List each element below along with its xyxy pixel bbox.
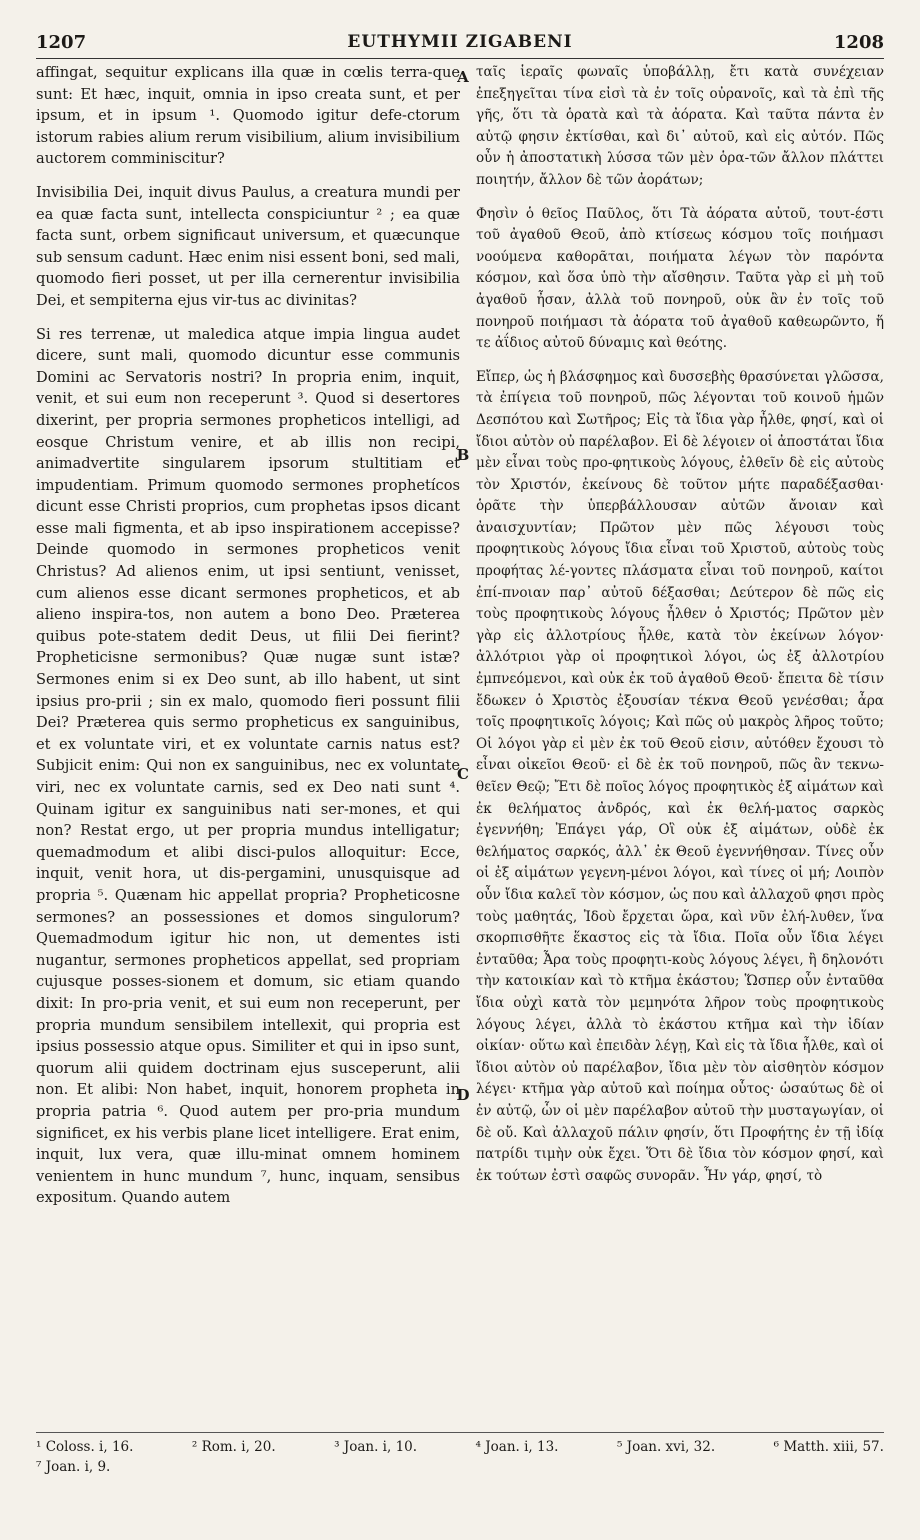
greek-paragraph: Εἴπερ, ὡς ἡ βλάσφημος καὶ δυσσεβὴς θρασύνεται γλῶσσα, τὰ ἐπίγεια τοῦ πονηροῦ, πῶς λέγονται τοῦ κοινοῦ ἡμῶν Δεσπότου καὶ Σωτῆρος; Εἰς τὰ ἴδια γὰρ ἦλθε, φησί, καὶ οἱ ἴδιοι αὐτὸν οὐ παρέλαβον. Εἰ δὲ λέγοιεν οἱ ἀποστάται ἴδια μὲν εἶναι τοὺς προ-φητικοὺς λόγους, ἐλθεῖν δὲ εἰς αὐτοὺς τὸν Χριστόν, ἐκείνους δὲ τοῦτον μήτε παραδέξασθαι· ὁρᾶτε τὴν ὑπερβάλλουσαν αὐτῶν ἄνοιαν καὶ ἀναισχυντίαν; Πρῶτον μὲν πῶς λέγουσι τοὺς προφητικοὺς λόγους ἴδια εἶναι τοῦ Χριστοῦ, αὐτοὺς τοὺς προφήτας λέ-γοντες πλάσματα εἶναι τοῦ πονηροῦ, καίτοι ἐπί-πνοιαν παρ᾽ αὐτοῦ δέξασθαι; Δεύτερον δὲ πῶς εἰς τοὺς προφητικοὺς λόγους ἦλθεν ὁ Χριστός; Πρῶτον μὲν γὰρ εἰς ἀλλοτρίους ἦλθε, κατὰ τὸν ἐκείνων λόγον· ἀλλότριοι γὰρ οἱ προφητικοὶ λόγοι, ὡς ἐξ ἀλλοτρίου ἐμπνεόμενοι, καὶ οὐκ ἐκ τοῦ ἀγαθοῦ Θεοῦ· ἔπειτα δὲ τίσιν ἔδωκεν ὁ Χριστὸς ἐξουσίαν τέκνα Θεοῦ γενέσθαι; ἆρα τοῖς προφητικοῖς λόγοις; Καὶ πῶς οὐ μακρὸς λῆρος τοῦτο; Οἱ λόγοι γὰρ εἰ μὲν ἐκ τοῦ Θεοῦ εἰσιν, αὐτόθεν ἔχουσι τὸ εἶναι οἰκεῖοι Θεοῦ· εἰ δὲ ἐκ τοῦ πονηροῦ, πῶς ἂν τεκνω-θεῖεν Θεῷ; Ἔτι δὲ ποῖος λόγος προφητικὸς ἐξ αἱμάτων καὶ ἐκ θελήματος ἀνδρός, καὶ ἐκ θελή-ματος σαρκὸς ἐγεννήθη; Ἐπάγει γάρ, Οἳ οὐκ ἐξ αἱμάτων, οὐδὲ ἐκ θελήματος σαρκός, ἀλλ᾽ ἐκ Θεοῦ ἐγεννήθησαν. Τίνες οὖν οἱ ἐξ αἱμάτων γεγενη-μένοι λόγοι, καὶ τίνες οἱ μή; Λοιπὸν οὖν ἴδια καλεῖ τὸν κόσμον, ὡς που καὶ ἀλλαχοῦ φησι πρὸς τοὺς μαθητάς, Ἰδοὺ ἔρχεται ὥρα, καὶ νῦν ἐλή-λυθεν, ἵνα σκορπισθῆτε ἕκαστος εἰς τὰ ἴδια. Ποῖα οὖν ἴδια λέγει ἐνταῦθα; Ἆρα τοὺς προφητι-κοὺς λόγους λέγει, ἢ δηλονότι τὴν κατοικίαν καὶ τὸ κτῆμα ἑκάστου; Ὥσπερ οὖν ἐνταῦθα ἴδια οὐχὶ κατὰ τὸν μεμηνότα λῆρον τοὺς προφητικοὺς λόγους λέγει, ἀλλὰ τὸ ἑκάστου κτῆμα καὶ τὴν ἰδίαν οἰκίαν· οὕτω καὶ ἐπειδὰν λέγῃ, Καὶ εἰς τὰ ἴδια ἦλθε, καὶ οἱ ἴδιοι αὐτὸν οὐ παρέλαβον, ἴδια μὲν τὸν αἰσθητὸν κόσμον λέγει· κτῆμα γὰρ αὐτοῦ καὶ ποίημα οὗτος· ὡσαύτως δὲ οἱ ἐν αὐτῷ, ὧν οἱ μὲν παρέλαβον αὐτοῦ τὴν μυσταγωγίαν, οἱ δὲ οὔ. Καὶ ἀλλαχοῦ πάλιν φησίν, ὅτι Προφήτης ἐν τῇ ἰδίᾳ πατρίδι τιμὴν οὐκ ἔχει. Ὅτι δὲ ἴδια τὸν κόσμον φησί, καὶ ἐκ τούτων ἐστὶ σαφῶς συνορᾶν. Ἦν γάρ, φησί, τὸ bbox=[476, 368, 884, 1184]
section-marker-c: C bbox=[457, 765, 469, 783]
section-marker-d: D bbox=[456, 1086, 470, 1104]
greek-column bbox=[476, 62, 884, 1430]
header-rule bbox=[36, 58, 884, 59]
page-number-left: 1207 bbox=[36, 32, 87, 53]
running-title: EUTHYMII ZIGABENI bbox=[347, 32, 573, 52]
section-marker-a: A bbox=[457, 68, 469, 86]
page-number-right: 1208 bbox=[833, 32, 884, 53]
footnote: ¹ Coloss. i, 16. bbox=[36, 1439, 134, 1455]
latin-paragraph: Si res terrenæ, ut maledica atque impia lingua audet dicere, sunt mali, quomodo dicuntur esse communis Domini ac Servatoris nostri? In propria enim, inquit, venit, et sui eum non receperunt ³. Quod si desertores dixerint, per propria sermones propheticos intelligi, ad eosque Christum venire, et ab illis non recipi, animadvertite singularem ipsorum stultitiam et impudentiam. Primum quomodo sermones prophetícos dicunt esse Christi proprios, cum prophetas ipsos dicant esse mali figmenta, et ab ipso inspirationem accepisse? Deinde quomodo in sermones propheticos venit Christus? Ad alienos enim, ut ipsi sentiunt, venisset, cum alienos esse dicant sermones propheticos, et ab alieno inspira-tos, non autem a bono Deo. Præterea quibus pote-statem dedit Deus, ut filii Dei fierint? Propheticisne sermonibus? Quæ nugæ sunt istæ? Sermones enim si ex Deo sunt, ab illo habent, ut sint ipsius pro-prii ; sin ex malo, quomodo fieri possunt filii Dei? Præterea quis sermo propheticus ex sanguinibus, et ex voluntate viri, et ex voluntate carnis natus est? Subjicit enim: Qui non ex sanguinibus, nec ex voluntate viri, nec ex voluntate carnis, sed ex Deo nati sunt ⁴. Quinam igitur ex sanguinibus nati ser-mones, et qui non? Restat ergo, ut per propria mundus intelligatur; quemadmodum et alibi disci-pulos alloquitur: Ecce, inquit, venit hora, ut dis-pergamini, unusquisque ad propria ⁵. Quænam hic appellat propria? Propheticosne sermones? an possessiones et domos singulorum? Quemadmodum igitur hic non, ut dementes isti nugantur, sermones propheticos appellat, sed propriam cujusque posses-sionem et domum, sic etiam quando dixit: In pro-pria venit, et sui eum non receperunt, per propria mundum sensibilem intellexit, qui propria est ipsius possessio atque opus. Similiter et qui in ipso sunt, quorum alii quidem doctrinam ejus susceperunt, alii non. Et alibi: Non habet, inquit, honorem propheta in propria patria ⁶. Quod autem per pro-pria mundum significet, ex his verbis plane licet intelligere. Erat enim, inquit, lux vera, quæ illu-minat omnem hominem venientem in hunc mundum ⁷, hunc, inquam, sensibus expositum. Quando autem bbox=[36, 325, 460, 1207]
footnote: ⁴ Joan. i, 13. bbox=[475, 1439, 559, 1455]
footnotes bbox=[36, 1432, 884, 1477]
footnote: ³ Joan. i, 10. bbox=[334, 1439, 418, 1455]
footnote: ² Rom. i, 20. bbox=[191, 1439, 276, 1455]
greek-paragraph: ταῖς ἱεραῖς φωναῖς ὑποβάλλῃ, ἔτι κατὰ συνέχειαν ἐπεξηγεῖται τίνα εἰσὶ τὰ ἐν τοῖς οὐρανοῖς, καὶ τὰ ἐπὶ τῆς γῆς, ὅτι τὰ ὁρατὰ καὶ τὰ ἀόρατα. Καὶ ταῦτα πάντα ἐν αὐτῷ φησιν ἐκτίσθαι, καὶ δι᾽ αὐτοῦ, καὶ εἰς αὐτόν. Πῶς οὖν ἡ ἀποστατικὴ λύσσα τῶν μὲν ὁρα-τῶν ἄλλον πλάττει ποιητήν, ἄλλον δὲ τῶν ἀοράτων; bbox=[476, 64, 884, 188]
footnote: ⁵ Joan. xvi, 32. bbox=[616, 1439, 716, 1455]
footnote: ⁷ Joan. i, 9. bbox=[36, 1459, 111, 1475]
greek-paragraph: Φησὶν ὁ θεῖος Παῦλος, ὅτι Τὰ ἀόρατα αὐτοῦ, τουτ-έστι τοῦ ἀγαθοῦ Θεοῦ, ἀπὸ κτίσεως κόσμου τοῖς ποιήμασι νοούμενα καθορᾶται, ποιήματα λέγων τὸν παρόντα κόσμον, καὶ ὅσα ὑπὸ τὴν αἴσθησιν. Ταῦτα γὰρ εἰ μὴ τοῦ ἀγαθοῦ ἦσαν, ἀλλὰ τοῦ πονηροῦ, οὐκ ἂν ἐν τοῖς τοῦ πονηροῦ ποιήμασι τὰ ἀόρατα τοῦ ἀγαθοῦ καθεωρῶντο, ἥ τε ἀΐδιος αὐτοῦ δύναμις καὶ θεότης. bbox=[476, 205, 884, 352]
latin-column bbox=[36, 62, 460, 1430]
footnote-row bbox=[36, 1457, 884, 1477]
section-marker-b: B bbox=[456, 446, 470, 464]
footnote-row bbox=[36, 1437, 884, 1457]
latin-paragraph: Invisibilia Dei, inquit divus Paulus, a creatura mundi per ea quæ facta sunt, intellecta conspiciuntur ² ; ea quæ facta sunt, orbem significaut universum, et quæcunque sub sensum cadunt. Hæc enim nisi essent boni, sed mali, quomodo fieri posset, ut per illa cernerentur invisibilia Dei, et sempiterna ejus vir-tus ac divinitas? bbox=[36, 183, 460, 309]
footnote: ⁶ Matth. xiii, 57. bbox=[773, 1439, 884, 1455]
page-header bbox=[36, 32, 884, 60]
latin-paragraph: affingat, sequitur explicans illa quæ in cœlis terra-que sunt: Et hæc, inquit, omnia in ipso creata sunt, et per ipsum, et in ipsum ¹. Quomodo igitur defe-ctorum istorum rabies alium rerum visibilium, alium invisibilium auctorem comminiscitur? bbox=[36, 64, 460, 168]
